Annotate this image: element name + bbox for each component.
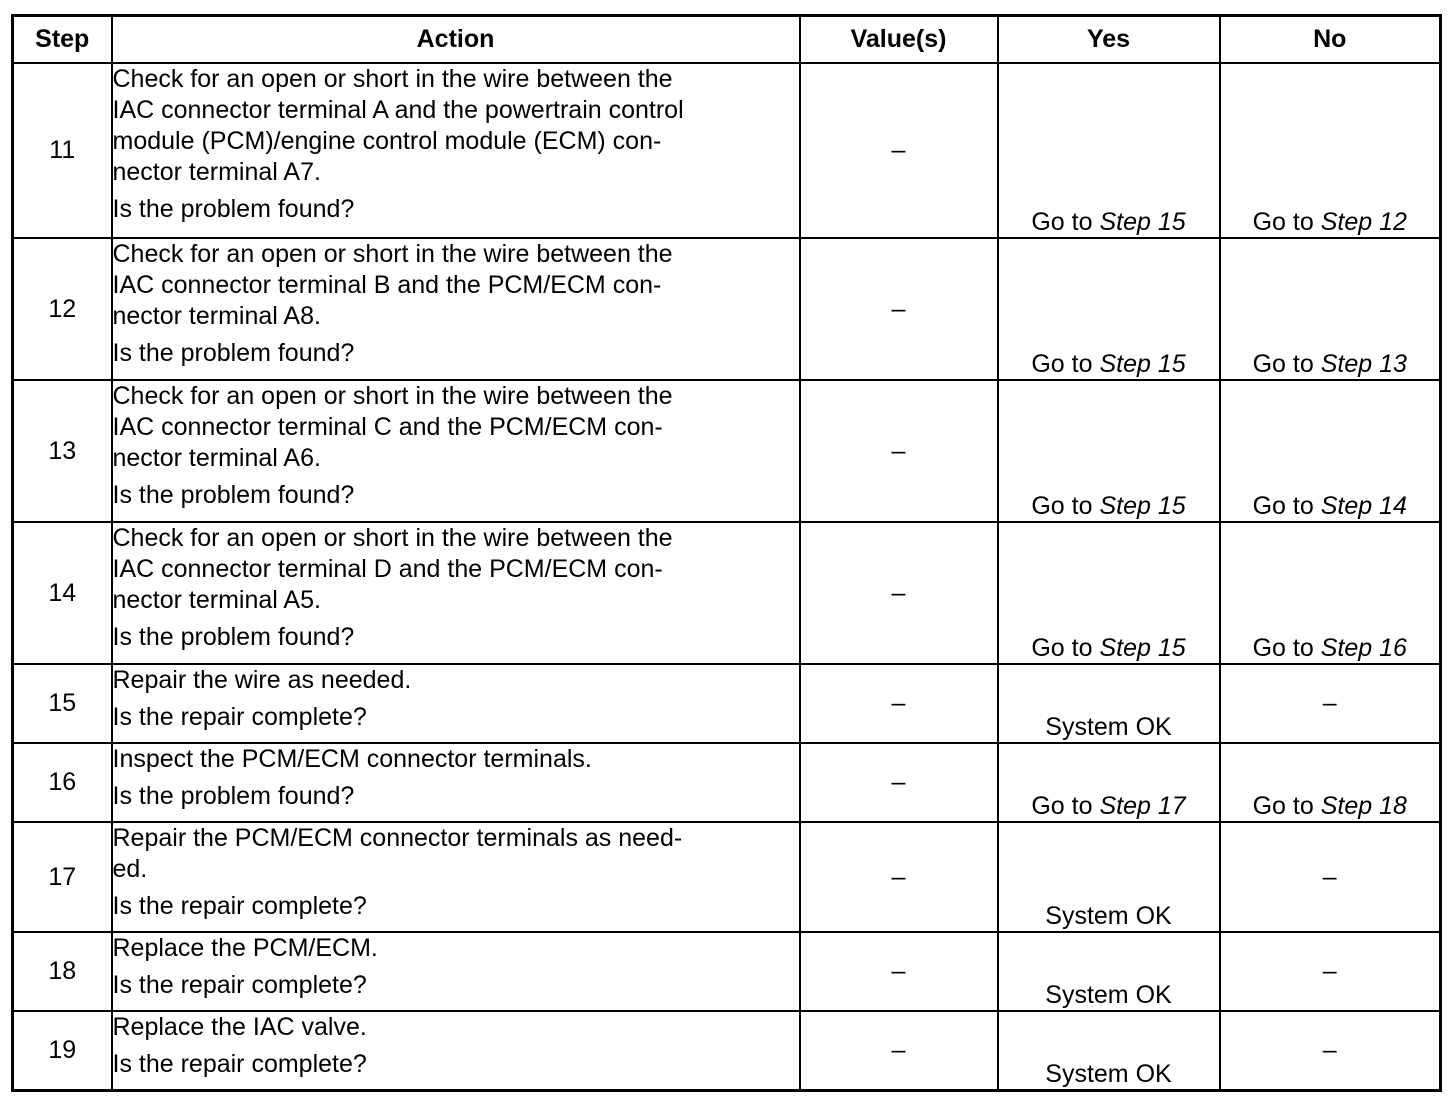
no-result-cell — [1220, 664, 1441, 743]
action-text: Check for an open or short in the wire between the IAC connector terminal A and the powertrain control module (PCM)/engine control module (ECM) con- nector terminal A7. — [112, 65, 684, 186]
action-cell — [112, 380, 800, 522]
action-cell — [112, 63, 800, 238]
value-cell: – — [800, 380, 998, 522]
step-number-cell: 13 — [13, 380, 112, 522]
yes-result-text: System OK — [1045, 713, 1172, 741]
table-row — [13, 63, 1441, 238]
yes-result-cell — [998, 932, 1220, 1011]
value-cell: – — [800, 1011, 998, 1090]
value-cell: – — [800, 932, 998, 1011]
yes-result-cell — [998, 380, 1220, 522]
value-cell: – — [800, 743, 998, 822]
yes-goto-prefix: Go to — [1031, 350, 1100, 378]
action-cell — [112, 822, 800, 932]
no-result-cell — [1220, 1011, 1441, 1090]
no-goto-step-ref: Step 12 — [1320, 208, 1407, 236]
column-header-no: No — [1220, 16, 1441, 64]
diagnostic-table — [11, 14, 1442, 1092]
diagnostic-table-page — [11, 14, 1439, 1092]
step-number-cell: 11 — [13, 63, 112, 238]
table-row — [13, 664, 1441, 743]
step-number-cell: 19 — [13, 1011, 112, 1090]
action-question: Is the problem found? — [112, 481, 355, 509]
no-result-text: – — [1322, 1035, 1337, 1064]
action-text: Repair the wire as needed. — [112, 666, 412, 694]
no-result-cell — [1220, 63, 1441, 238]
yes-goto-step-ref: Step 17 — [1099, 792, 1186, 820]
column-header-values: Value(s) — [800, 16, 998, 64]
value-cell: – — [800, 63, 998, 238]
no-result-text: – — [1322, 957, 1337, 985]
no-goto-step-ref: Step 13 — [1320, 350, 1407, 378]
action-text: Replace the PCM/ECM. — [112, 934, 378, 962]
step-number-cell: 17 — [13, 822, 112, 932]
no-goto-prefix: Go to — [1252, 208, 1321, 236]
action-question: Is the repair complete? — [112, 703, 367, 731]
no-result-cell — [1220, 932, 1441, 1011]
action-question: Is the repair complete? — [112, 1050, 367, 1078]
no-goto-step-ref: Step 18 — [1320, 792, 1407, 820]
yes-result-text: System OK — [1045, 1059, 1172, 1088]
no-goto-step-ref: Step 16 — [1320, 634, 1407, 662]
yes-goto-prefix: Go to — [1031, 634, 1100, 662]
value-cell: – — [800, 822, 998, 932]
yes-result-cell — [998, 664, 1220, 743]
no-goto-prefix: Go to — [1252, 350, 1321, 378]
column-header-action: Action — [112, 16, 800, 64]
yes-result-cell — [998, 822, 1220, 932]
yes-result-cell — [998, 1011, 1220, 1090]
action-cell — [112, 743, 800, 822]
no-goto-prefix: Go to — [1252, 634, 1321, 662]
yes-result-cell — [998, 63, 1220, 238]
action-cell — [112, 664, 800, 743]
action-cell — [112, 932, 800, 1011]
step-number-cell: 12 — [13, 238, 112, 380]
step-number-cell: 16 — [13, 743, 112, 822]
value-cell: – — [800, 664, 998, 743]
no-result-text: – — [1322, 862, 1337, 891]
no-result-cell — [1220, 238, 1441, 380]
action-cell — [112, 1011, 800, 1090]
yes-result-text: System OK — [1045, 902, 1172, 930]
table-row — [13, 1011, 1441, 1090]
action-question: Is the repair complete? — [112, 971, 367, 999]
action-question: Is the problem found? — [112, 782, 355, 810]
action-question: Is the problem found? — [112, 195, 355, 223]
yes-goto-step-ref: Step 15 — [1099, 492, 1186, 520]
no-result-cell — [1220, 380, 1441, 522]
yes-result-cell — [998, 522, 1220, 664]
table-row — [13, 822, 1441, 932]
column-header-yes: Yes — [998, 16, 1220, 64]
action-text: Repair the PCM/ECM connector terminals as need- ed. — [112, 824, 683, 883]
value-cell: – — [800, 522, 998, 664]
yes-goto-step-ref: Step 15 — [1099, 208, 1186, 236]
no-result-cell — [1220, 743, 1441, 822]
no-result-cell — [1220, 822, 1441, 932]
action-cell — [112, 238, 800, 380]
column-header-step: Step — [13, 16, 112, 64]
no-result-text: – — [1322, 689, 1337, 717]
action-text: Check for an open or short in the wire between the IAC connector terminal D and the PCM/ECM con- nector terminal A5. — [112, 524, 673, 614]
table-row — [13, 522, 1441, 664]
step-number-cell: 18 — [13, 932, 112, 1011]
action-text: Check for an open or short in the wire between the IAC connector terminal C and the PCM/ECM con- nector terminal A6. — [112, 382, 673, 472]
yes-result-cell — [998, 743, 1220, 822]
no-goto-prefix: Go to — [1252, 792, 1321, 820]
yes-goto-prefix: Go to — [1031, 492, 1100, 520]
table-body — [13, 63, 1441, 1090]
step-number-cell: 14 — [13, 522, 112, 664]
yes-goto-step-ref: Step 15 — [1099, 350, 1186, 378]
table-header-row — [13, 16, 1441, 64]
table-row — [13, 380, 1441, 522]
yes-result-cell — [998, 238, 1220, 380]
action-question: Is the problem found? — [112, 339, 355, 367]
value-cell: – — [800, 238, 998, 380]
yes-result-text: System OK — [1045, 981, 1172, 1009]
action-question: Is the repair complete? — [112, 892, 367, 920]
action-text: Check for an open or short in the wire between the IAC connector terminal B and the PCM/ECM con- nector terminal A8. — [112, 240, 673, 330]
table-row — [13, 932, 1441, 1011]
yes-goto-prefix: Go to — [1031, 208, 1100, 236]
no-goto-prefix: Go to — [1252, 492, 1321, 520]
action-text: Replace the IAC valve. — [112, 1013, 367, 1041]
table-row — [13, 238, 1441, 380]
action-cell — [112, 522, 800, 664]
step-number-cell: 15 — [13, 664, 112, 743]
no-goto-step-ref: Step 14 — [1320, 492, 1407, 520]
action-text: Inspect the PCM/ECM connector terminals. — [112, 745, 592, 773]
yes-goto-step-ref: Step 15 — [1099, 634, 1186, 662]
table-row — [13, 743, 1441, 822]
action-question: Is the problem found? — [112, 623, 355, 651]
no-result-cell — [1220, 522, 1441, 664]
yes-goto-prefix: Go to — [1031, 792, 1100, 820]
